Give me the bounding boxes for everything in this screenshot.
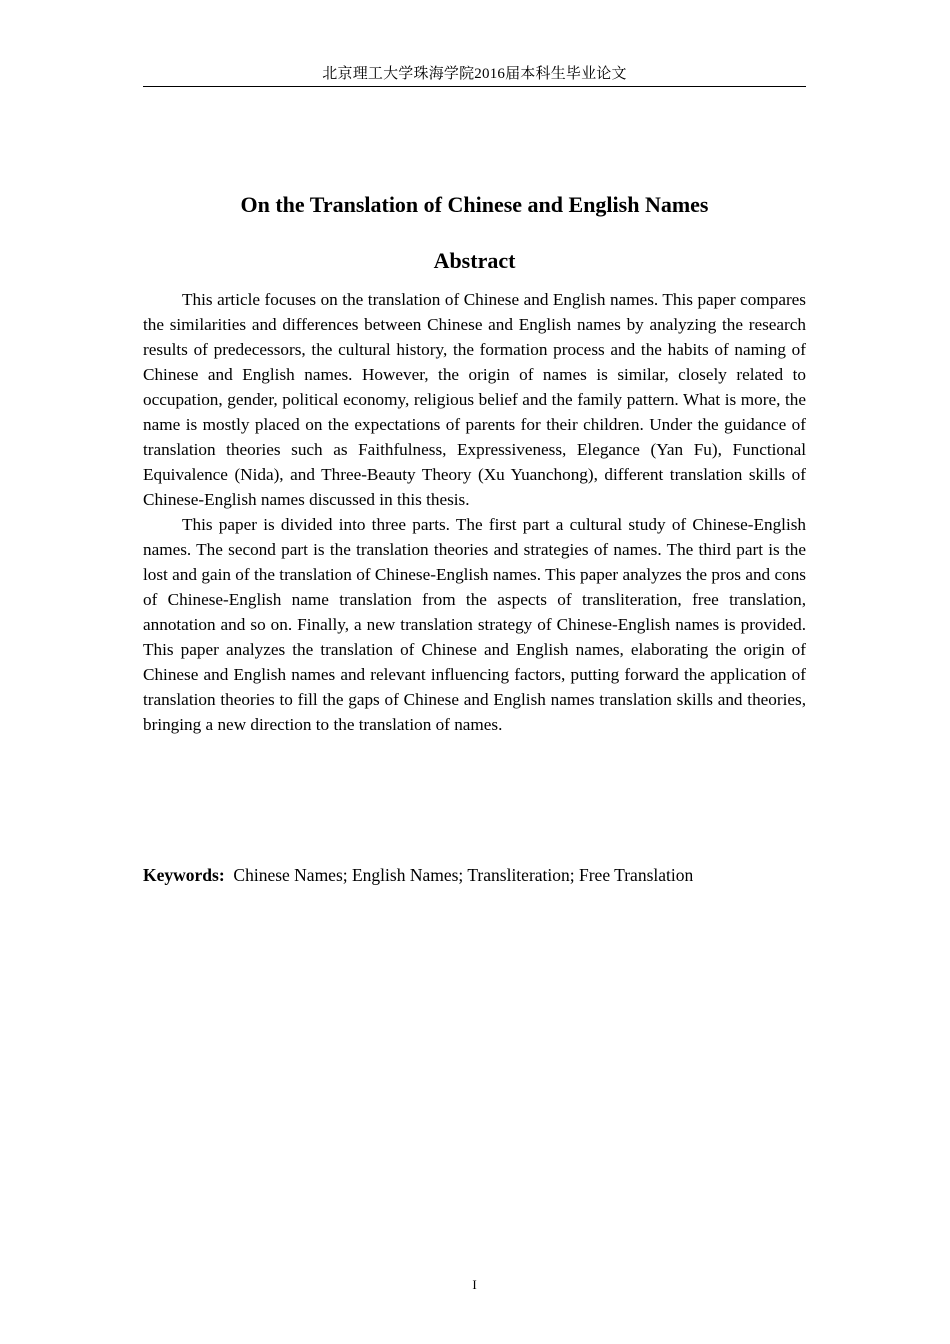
keywords-text: Chinese Names; English Names; Transliteration; Free Translation <box>233 865 694 885</box>
keywords-label: Keywords: <box>143 865 225 885</box>
keywords-line <box>143 863 806 888</box>
running-header: 北京理工大学珠海学院2016届本科生毕业论文 <box>322 66 627 82</box>
abstract-paragraph: This article focuses on the translation of Chinese and English names. This paper compares the similarities and differences between Chinese and English names by analyzing the research results of predecessors, the cultural history, the formation process and the habits of naming of Chinese and English names. However, the origin of names is similar, closely related to occupation, gender, political economy, religious belief and the family pattern. What is more, the name is mostly placed on the expectations of parents for their children. Under the guidance of translation theories such as Faithfulness, Expressiveness, Elegance (Yan Fu), Functional Equivalence (Nida), and Three-Beauty Theory (Xu Yuanchong), different translation skills of Chinese-English names discussed in this thesis. <box>143 290 806 509</box>
abstract-heading: Abstract <box>433 248 516 273</box>
page-number: I <box>472 1277 477 1292</box>
abstract-body <box>143 287 806 737</box>
paper-title: On the Translation of Chinese and English Names <box>240 192 709 217</box>
header-divider <box>143 86 806 87</box>
abstract-paragraph: This paper is divided into three parts. The first part a cultural study of Chinese-English names. The second part is the translation theories and strategies of names. The third part is the lost and gain of the translation of Chinese-English names. This paper analyzes the pros and cons of Chinese-English name translation from the aspects of transliteration, free translation, annotation and so on. Finally, a new translation strategy of Chinese-English names is provided. This paper analyzes the translation of Chinese and English names, elaborating the origin of Chinese and English names and relevant influencing factors, putting forward the application of translation theories to fill the gaps of Chinese and English names translation skills and theories, bringing a new direction to the translation of names. <box>143 515 806 734</box>
